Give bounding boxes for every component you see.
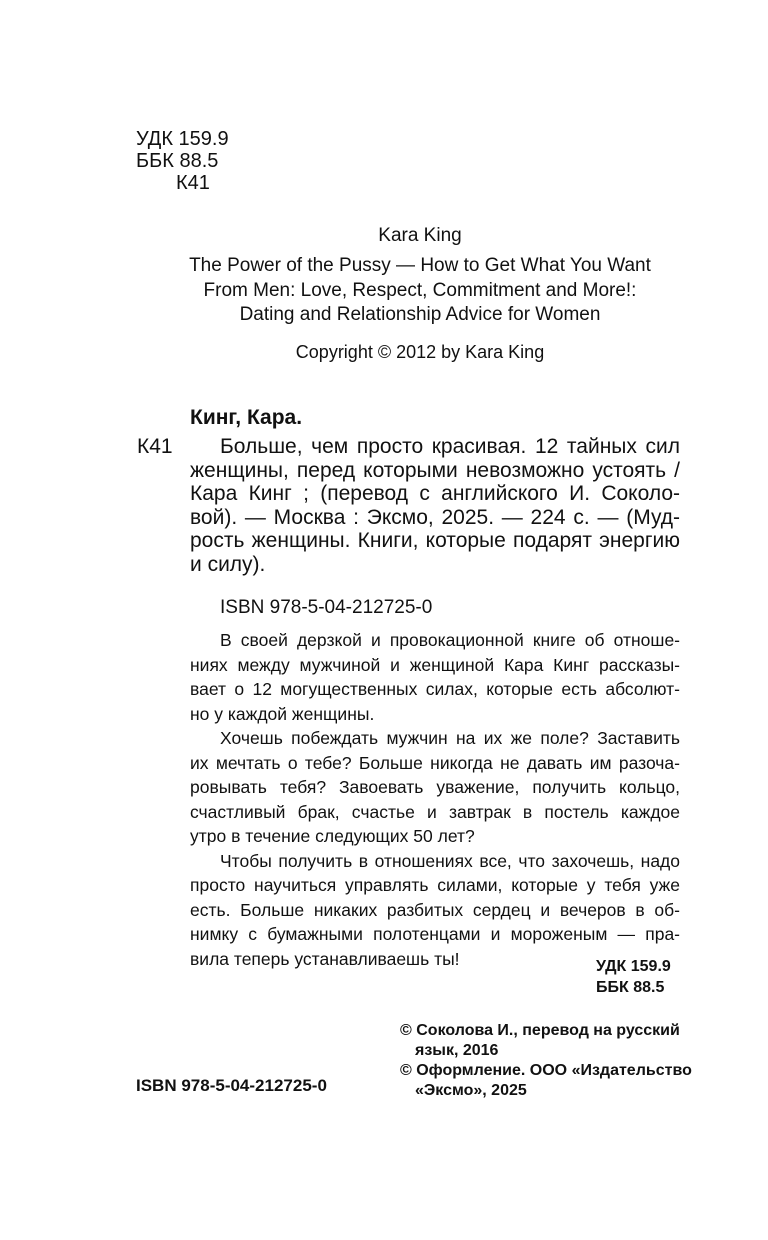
annotation-line: счастливый брак, счастье и завтрак в постель каждое — [190, 801, 680, 822]
description-line: рость женщины. Книги, которые подарят энергию — [190, 529, 680, 552]
annotation-line: их мечтать о тебе? Больше никогда не давать им разоча- — [190, 752, 680, 773]
original-title-line: From Men: Love, Respect, Commitment and More!: — [203, 279, 637, 301]
record-mark: К41 — [137, 435, 173, 458]
annotation-line: но у каждой женщины. — [190, 703, 375, 724]
annotation-line: Хочешь побеждать мужчин на их же поле? Заставить — [220, 728, 680, 748]
bottom-udk: УДК 159.9 — [596, 958, 671, 975]
original-author: Kara King — [378, 225, 462, 246]
copyright-line: «Эксмо», 2025 — [415, 1082, 527, 1099]
annotation-line: нимку с бумажными полотенцами и мороженым — пра- — [190, 924, 680, 944]
description-line: Больше, чем просто красивая. 12 тайных сил — [220, 435, 680, 458]
original-copyright: Copyright © 2012 by Kara King — [295, 341, 545, 362]
copyright-line: язык, 2016 — [415, 1042, 499, 1059]
annotation-line: утро в течение следующих 50 лет? — [190, 826, 475, 846]
copyright-line: © Соколова И., перевод на русский — [400, 1022, 680, 1039]
bottom-classification — [596, 956, 671, 998]
original-title-line: Dating and Relationship Advice for Women — [239, 304, 601, 325]
annotation-line: вает о 12 могущественных силах, которые есть абсолют- — [190, 679, 680, 699]
annotation-line: вила теперь устанавливаешь ты! — [190, 948, 460, 969]
description-line: Кара Кинг ; (перевод с английского И. Соколо- — [190, 482, 680, 505]
annotation-line: есть. Больше никаких разбитых сердец и вечеров в об- — [190, 899, 680, 920]
bbk-code: ББК 88.5 — [136, 150, 219, 172]
annotation-line: просто научиться управлять силами, которые у тебя уже — [190, 875, 680, 895]
description-line: и силу). — [190, 552, 266, 576]
classification-block — [136, 128, 229, 194]
original-edition-block — [150, 224, 690, 364]
record-description — [190, 435, 680, 576]
original-title — [150, 254, 690, 328]
annotation-line: ровывать тебя? Завоевать уважение, получить кольцо, — [190, 777, 680, 797]
annotation — [190, 628, 680, 971]
annotation-line: Чтобы получить в отношениях все, что захочешь, надо — [220, 850, 680, 871]
description-line: вой). — Москва : Эксмо, 2025. — 224 с. — (Муд- — [190, 505, 680, 529]
copyright-line: © Оформление. ООО «Издательство — [400, 1062, 692, 1079]
bottom-isbn: ISBN 978-5-04-212725-0 — [136, 1076, 327, 1095]
annotation-line: В своей дерзкой и провокационной книге об отноше- — [220, 630, 680, 650]
udk-code: УДК 159.9 — [136, 128, 229, 150]
bottom-bbk: ББК 88.5 — [596, 979, 665, 996]
bottom-copyright — [400, 1021, 690, 1101]
description-line: женщины, перед которыми невозможно устоять / — [190, 458, 680, 482]
original-title-line: The Power of the Pussy — How to Get What You Want — [189, 255, 651, 276]
record-isbn: ISBN 978-5-04-212725-0 — [220, 597, 433, 618]
author-mark: К41 — [176, 172, 210, 194]
record-heading: Кинг, Кара. — [190, 406, 303, 429]
annotation-line: ниях между мужчиной и женщиной Кара Кинг рассказы- — [190, 654, 680, 675]
